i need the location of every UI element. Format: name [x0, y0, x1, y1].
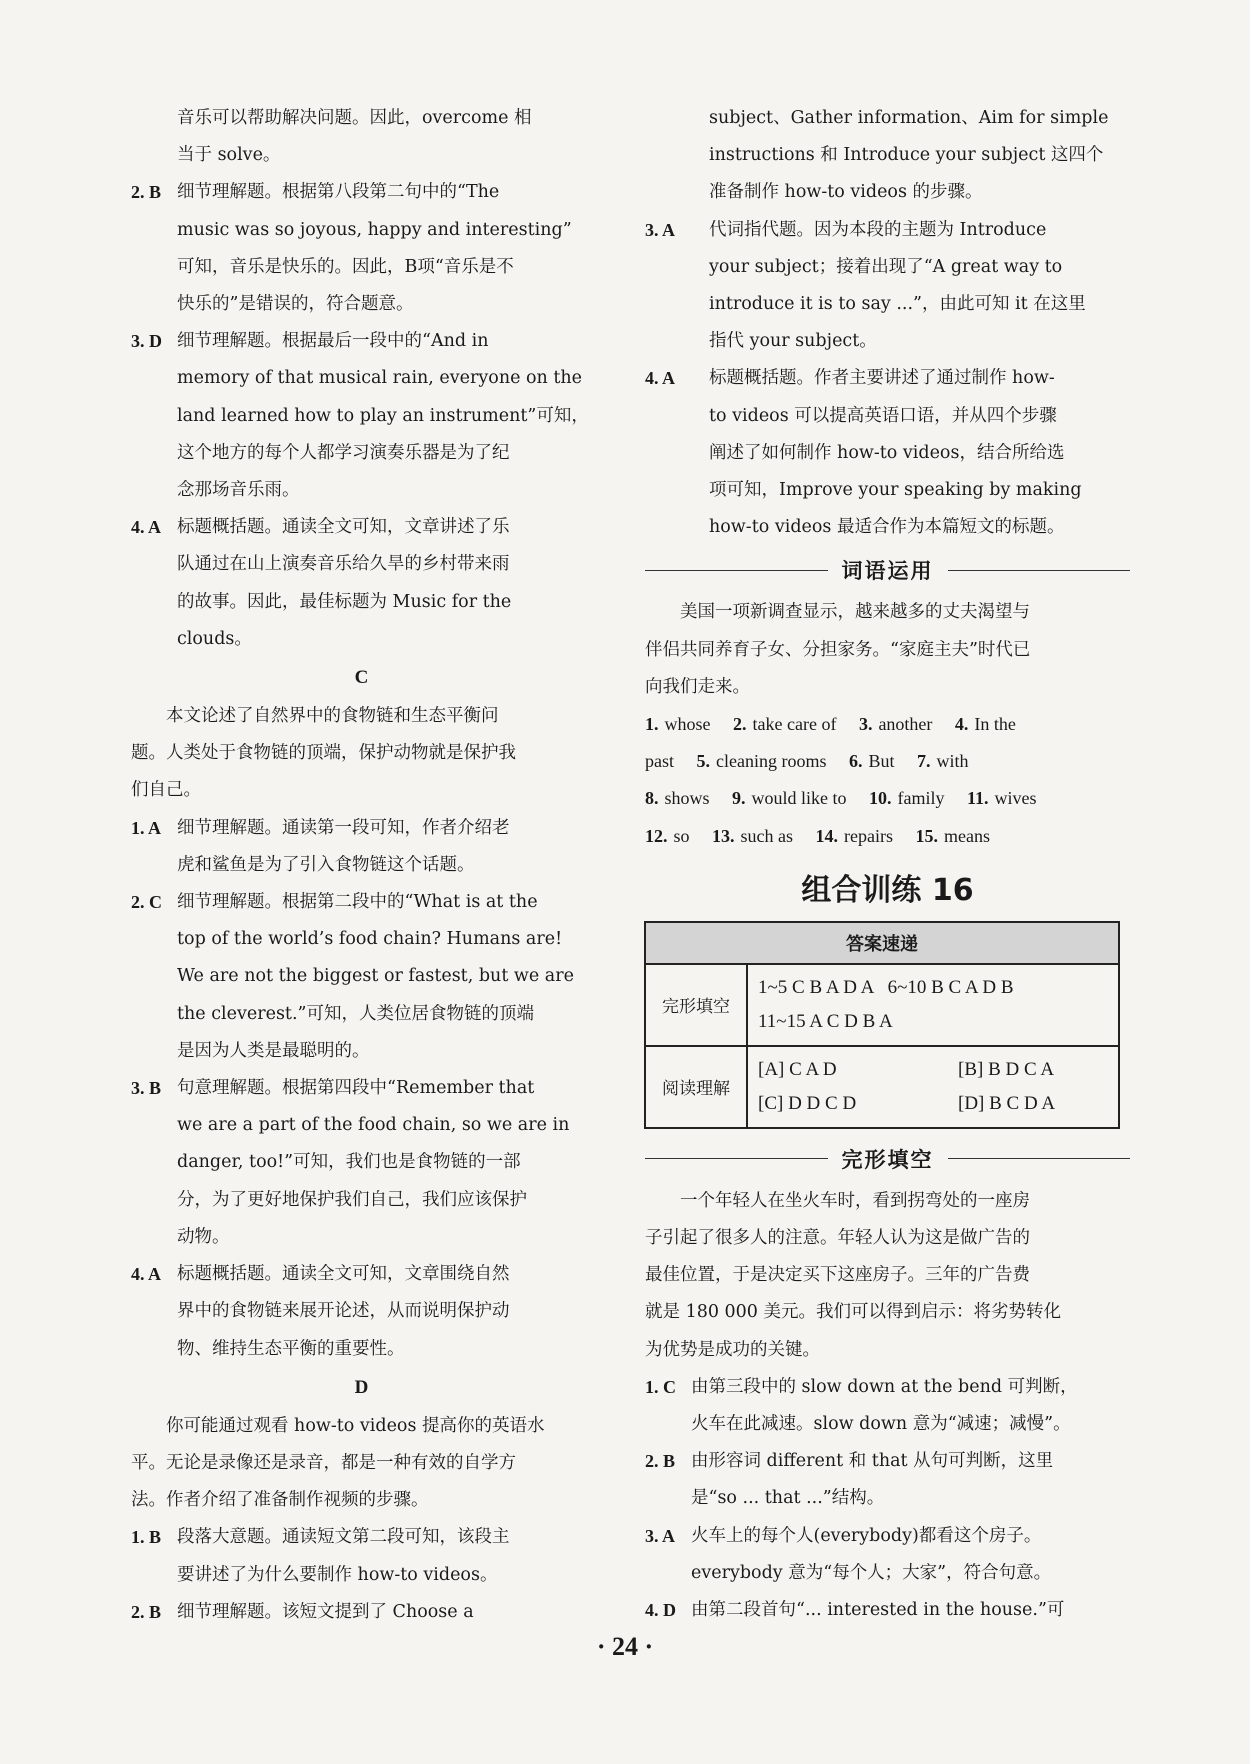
vocab-num: 9. [732, 788, 746, 809]
text-line: top of the world’s food chain? Humans are! [177, 929, 563, 950]
answer-number: 3. B [131, 1078, 162, 1099]
text-line: 法。作者介绍了准备制作视频的步骤。 [131, 1490, 429, 1511]
text-line: 细节理解题。根据第八段第二句中的“The [177, 182, 500, 203]
text-line: land learned how to play an instrument”可知， [177, 405, 589, 426]
answer-number: 3. D [131, 331, 162, 352]
vocab-num: 2. [733, 714, 747, 735]
text-line: 最佳位置，于是决定买下这座房子。三年的广告费 [645, 1265, 1030, 1286]
text-line: We are not the biggest or fastest, but we are [177, 966, 574, 987]
vocab-word: repairs [844, 825, 893, 846]
left-column [131, 100, 592, 1631]
text-line: 界中的食物链来展开论述，从而说明保护动 [177, 1301, 510, 1322]
section-heading-c: C [354, 667, 369, 689]
key-line: [B] B D C A [958, 1058, 1055, 1080]
key-line: 11~15 A C D B A [758, 1010, 893, 1032]
text-line: 由第二段首句“... interested in the house.”可 [691, 1600, 1065, 1621]
answer-number: 1. A [131, 817, 162, 838]
cloze-title: 完形填空 [841, 1147, 934, 1172]
divider [948, 570, 1131, 571]
text-line: your subject；接着出现了“A great way to [709, 256, 1063, 277]
vocab-word: with [936, 751, 969, 772]
text-line: 可知，音乐是快乐的。因此，B项“音乐是不 [177, 256, 514, 277]
text-line: 标题概括题。作者主要讲述了通过制作 how- [709, 368, 1055, 389]
vocab-word: means [944, 825, 990, 846]
vocab-num: 5. [696, 751, 710, 772]
answer-item [645, 1443, 1130, 1517]
answer-item [131, 1256, 592, 1368]
answer-item [645, 1518, 1130, 1592]
text-line: memory of that musical rain, everyone on the [177, 368, 583, 389]
vocab-answers [645, 706, 1130, 855]
vocab-word: shows [664, 788, 710, 809]
answer-number: 4. A [131, 1264, 162, 1285]
answer-item [131, 1519, 592, 1593]
vocab-row [645, 706, 1130, 743]
text-line: 分，为了更好地保护我们自己，我们应该保护 [177, 1189, 527, 1210]
text-line: 本文论述了自然界中的食物链和生态平衡问 [166, 706, 499, 727]
text-line: 题。人类处于食物链的顶端，保护动物就是保护我 [131, 743, 516, 764]
vocab-word: so [673, 825, 690, 846]
table-row-value [747, 964, 1119, 1046]
answer-number: 2. B [131, 1601, 162, 1622]
vocab-word: whose [664, 714, 711, 735]
vocab-num: 12. [645, 825, 668, 846]
text-line: 虎和鲨鱼是为了引入食物链这个话题。 [177, 854, 475, 875]
text-line: 美国一项新调查显示，越来越多的丈夫渴望与 [680, 602, 1030, 623]
answer-item [131, 323, 592, 509]
vocab-num: 7. [917, 751, 931, 772]
text-line: 平。无论是录像还是录音，都是一种有效的自学方 [131, 1452, 516, 1473]
section-heading-d: D [354, 1376, 369, 1398]
section-intro [131, 1408, 592, 1520]
text-line: 火车上的每个人(everybody)都看这个房子。 [691, 1525, 1042, 1546]
answer-number: 4. A [131, 517, 162, 538]
answer-number: 2. B [131, 182, 162, 203]
text-line: 细节理解题。通读第一段可知，作者介绍老 [177, 817, 510, 838]
vocab-word: take care of [752, 714, 837, 735]
divider [948, 1158, 1131, 1159]
table-row [645, 1046, 1119, 1128]
answer-item [645, 212, 1130, 361]
answer-key-table [644, 921, 1120, 1129]
vocab-word: family [897, 788, 945, 809]
vocab-section-heading [645, 550, 1130, 590]
text-line: 代词指代题。因为本段的主题为 Introduce [709, 219, 1047, 240]
text-line: 音乐可以帮助解决问题。因此，overcome 相 [177, 108, 532, 128]
vocab-num: 11. [967, 788, 989, 809]
right-column [645, 100, 1130, 1629]
answer-number: 1. C [645, 1376, 676, 1397]
key-line: [D] B C D A [958, 1092, 1056, 1114]
text-line: 要讲述了为什么要制作 how-to videos。 [177, 1564, 498, 1585]
text-line: 为优势是成功的关键。 [645, 1339, 820, 1360]
divider [645, 1158, 828, 1159]
text-line: 你可能通过观看 how-to videos 提高你的英语水 [166, 1415, 545, 1436]
text-line: 快乐的”是错误的，符合题意。 [177, 294, 414, 315]
text-line: clouds。 [177, 628, 252, 649]
text-line: 是因为人类是最聪明的。 [177, 1040, 370, 1061]
answer-number: 2. C [131, 892, 162, 913]
text-line: 由第三段中的 slow down at the bend 可判断， [691, 1376, 1078, 1397]
vocab-intro [645, 594, 1130, 706]
vocab-word: would like to [751, 788, 847, 809]
text-line: 子引起了很多人的注意。年轻人认为这是做广告的 [645, 1228, 1030, 1249]
answer-item [131, 509, 592, 658]
vocab-num: 6. [848, 751, 863, 772]
vocab-num: 8. [645, 788, 659, 809]
vocab-word: past [645, 751, 674, 772]
divider [645, 570, 828, 571]
answer-number: 4. A [645, 368, 676, 389]
vocab-num: 15. [915, 825, 938, 846]
text-line: 队通过在山上演奏音乐给久旱的乡村带来雨 [177, 554, 510, 575]
vocab-row [645, 743, 1130, 780]
unit-title: 组合训练 16 [801, 872, 974, 908]
answer-item [645, 1369, 1130, 1443]
text-line: danger, too!”可知，我们也是食物链的一部 [177, 1152, 521, 1173]
answer-item [131, 810, 592, 884]
text-line: the cleverest.”可知，人类位居食物链的顶端 [177, 1003, 534, 1024]
vocab-word: such as [740, 825, 794, 846]
vocab-title: 词语运用 [841, 559, 934, 584]
vocab-row [645, 780, 1130, 817]
text-line: 一个年轻人在坐火车时，看到拐弯处的一座房 [680, 1190, 1030, 1211]
answer-number: 2. B [645, 1451, 676, 1472]
text-line: 项可知，Improve your speaking by making [709, 480, 1082, 501]
answer-item [645, 360, 1130, 546]
answer-number: 1. B [131, 1527, 162, 1548]
key-line: 1~5 C B A D A 6~10 B C A D B [758, 976, 1014, 998]
answer-number: 4. D [645, 1600, 676, 1621]
answer-item [131, 174, 592, 323]
cloze-intro [645, 1183, 1130, 1369]
vocab-num: 13. [712, 825, 735, 846]
answer-item [645, 1592, 1130, 1629]
vocab-num: 14. [815, 825, 839, 846]
answer-item [131, 884, 592, 1070]
vocab-row [645, 818, 1130, 855]
text-line: 向我们走来。 [645, 676, 750, 697]
text-line: 细节理解题。该短文提到了 Choose a [177, 1601, 474, 1622]
table-row [645, 964, 1119, 1046]
vocab-word: another [878, 714, 933, 735]
text-line: 标题概括题。通读全文可知，文章围绕自然 [177, 1264, 510, 1285]
vocab-num: 10. [869, 788, 892, 809]
text-line: 这个地方的每个人都学习演奏乐器是为了纪 [177, 442, 510, 463]
text-line: 指代 your subject。 [709, 331, 877, 352]
vocab-word: cleaning rooms [716, 751, 827, 772]
answer-number: 3. A [645, 219, 676, 240]
text-line: subject、Gather information、Aim for simple [709, 108, 1109, 128]
vocab-num: 4. [954, 714, 969, 735]
text-line: we are a part of the food chain, so we are in [177, 1115, 570, 1136]
answer-item [131, 1594, 592, 1631]
page-number: · 24 · [596, 1632, 654, 1661]
text-line: 当于 solve。 [177, 145, 281, 166]
vocab-word: wives [994, 788, 1037, 809]
vocab-word: In the [974, 714, 1016, 735]
vocab-num: 1. [645, 714, 659, 735]
text-line: everybody 意为“每个人；大家”，符合句意。 [691, 1562, 1052, 1583]
text-line: 们自己。 [131, 780, 201, 801]
text-line: 的故事。因此，最佳标题为 Music for the [177, 591, 512, 612]
text-line: instructions 和 Introduce your subject 这四个 [709, 145, 1104, 166]
text-line: 是“so ... that ...”结构。 [691, 1488, 885, 1509]
text-line: 细节理解题。根据第二段中的“What is at the [177, 892, 538, 913]
text-line: to videos 可以提高英语口语，并从四个步骤 [709, 405, 1057, 426]
continued-answer [131, 100, 592, 174]
table-row-label: 阅读理解 [645, 1046, 747, 1128]
text-line: how-to videos 最适合作为本篇短文的标题。 [709, 517, 1065, 538]
vocab-num: 3. [858, 714, 873, 735]
text-line: 段落大意题。通读短文第二段可知，该段主 [177, 1527, 510, 1548]
text-line: 就是 180 000 美元。我们可以得到启示：将劣势转化 [645, 1302, 1061, 1323]
text-line: music was so joyous, happy and interesting” [177, 219, 572, 240]
answer-number: 3. A [645, 1525, 676, 1546]
answer-item [131, 1070, 592, 1256]
table-header: 答案速递 [645, 922, 1119, 964]
text-line: 火车在此减速。slow down 意为“减速；减慢”。 [691, 1414, 1071, 1435]
text-line: 念那场音乐雨。 [177, 480, 300, 501]
text-line: 伴侣共同养育子女、分担家务。“家庭主夫”时代已 [645, 639, 1031, 660]
text-line: 细节理解题。根据最后一段中的“And in [177, 331, 489, 352]
cloze-section-heading [645, 1139, 1130, 1179]
text-line: 动物。 [177, 1226, 230, 1247]
text-line: 句意理解题。根据第四段中“Remember that [177, 1078, 535, 1099]
text-line: 标题概括题。通读全文可知，文章讲述了乐 [177, 517, 510, 538]
section-intro [131, 698, 592, 810]
vocab-word: But [868, 751, 895, 772]
text-line: 准备制作 how-to videos 的步骤。 [709, 182, 983, 203]
continued-answer [645, 100, 1130, 212]
text-line: 由形容词 different 和 that 从句可判断，这里 [691, 1451, 1054, 1472]
text-line: introduce it is to say ...”，由此可知 it 在这里 [709, 294, 1086, 315]
key-line: [C] D D C D [758, 1092, 857, 1114]
text-line: 物、维持生态平衡的重要性。 [177, 1338, 405, 1359]
text-line: 阐述了如何制作 how-to videos，结合所给选 [709, 442, 1065, 463]
key-line: [A] C A D [758, 1058, 837, 1080]
table-row-value [747, 1046, 1119, 1128]
table-row-label: 完形填空 [645, 964, 747, 1046]
